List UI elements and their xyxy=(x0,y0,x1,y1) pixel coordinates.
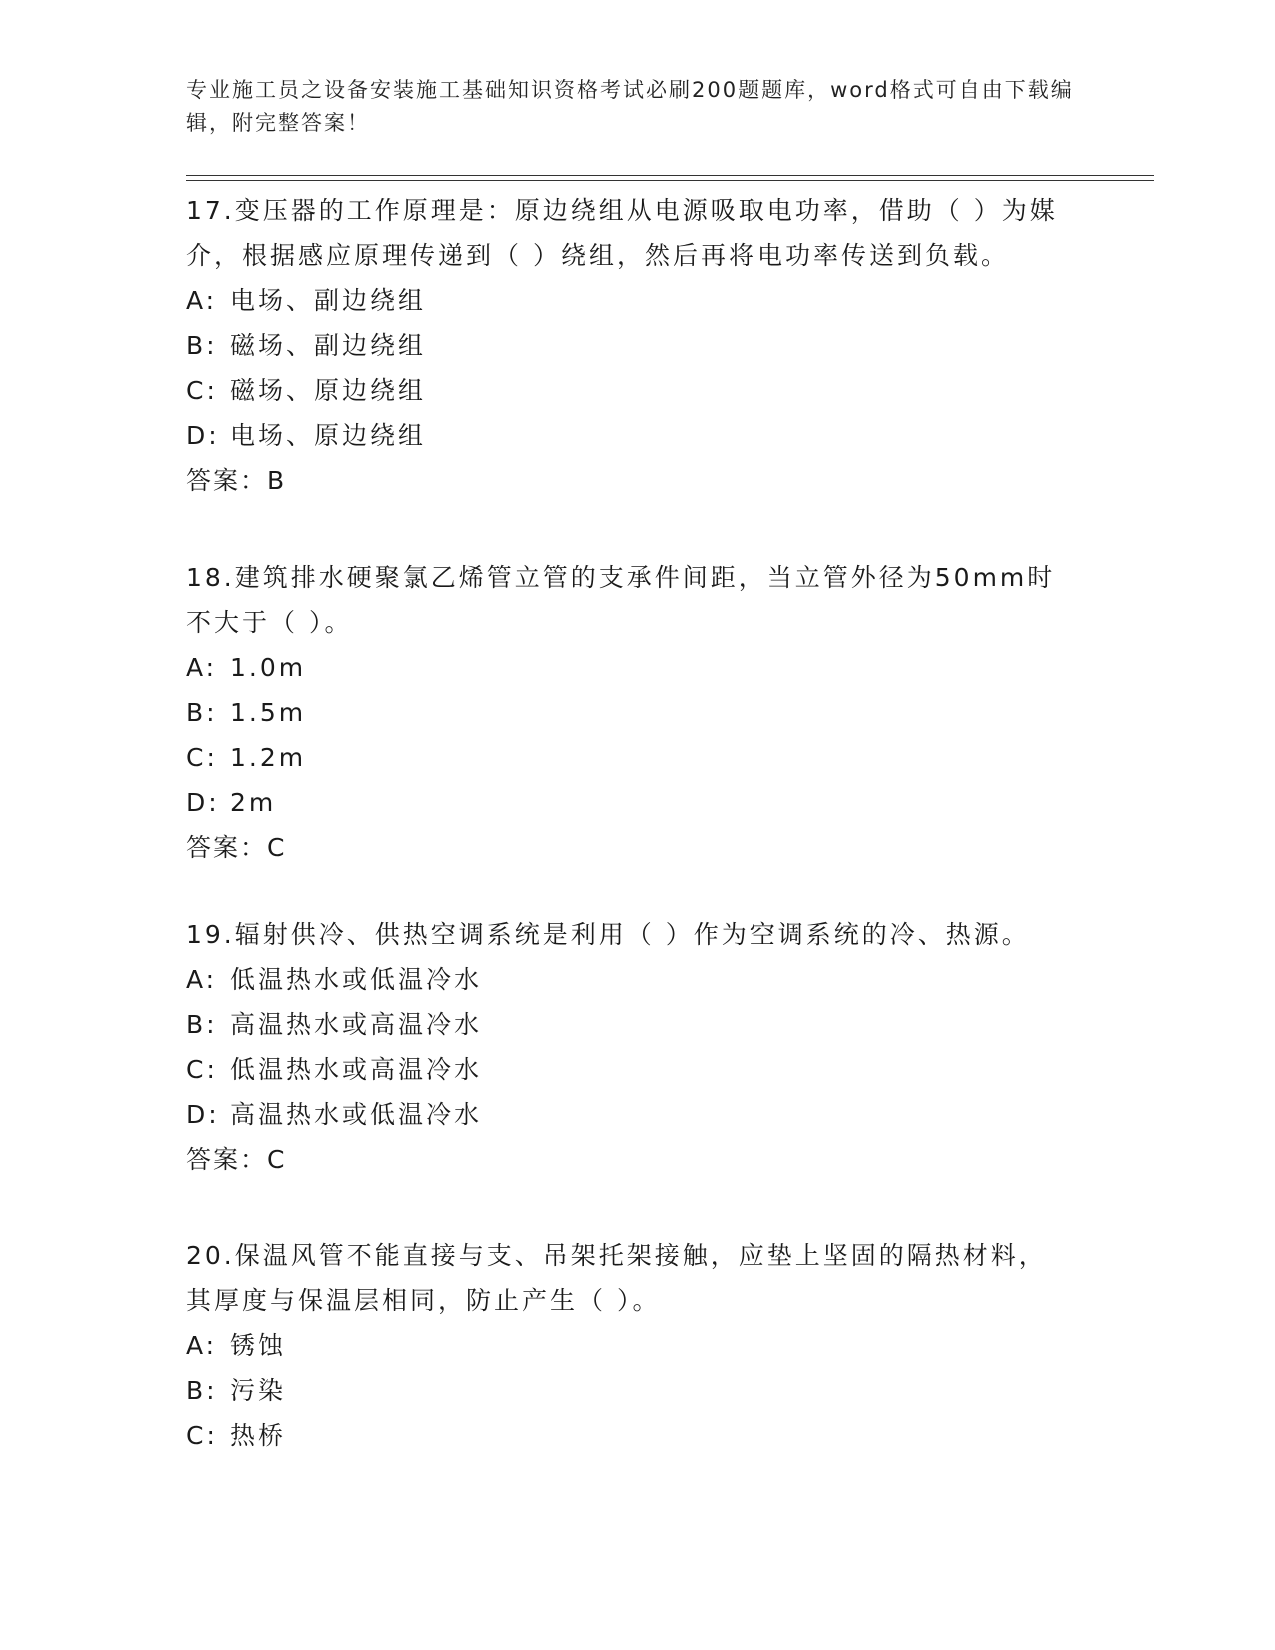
option-text: 磁场、原边绕组 xyxy=(230,376,427,405)
option-b xyxy=(186,690,1066,735)
option-key: B: xyxy=(186,1376,218,1405)
option-text: 1.5m xyxy=(230,698,307,727)
option-b xyxy=(186,1368,1066,1413)
option-c xyxy=(186,735,1066,780)
option-key: A: xyxy=(186,286,218,315)
option-text: 电场、原边绕组 xyxy=(230,421,427,450)
question-17 xyxy=(186,188,1066,503)
option-text: 磁场、副边绕组 xyxy=(230,331,427,360)
option-text: 污染 xyxy=(230,1376,287,1405)
option-key: C: xyxy=(186,376,218,405)
option-d xyxy=(186,1092,1066,1137)
option-key: C: xyxy=(186,1421,218,1450)
option-key: C: xyxy=(186,743,218,772)
option-b xyxy=(186,1002,1066,1047)
option-d xyxy=(186,780,1066,825)
answer-line: 答案：C xyxy=(186,833,287,862)
option-a xyxy=(186,278,1066,323)
option-text: 高温热水或高温冷水 xyxy=(230,1010,483,1039)
option-key: A: xyxy=(186,1331,218,1360)
option-key: A: xyxy=(186,653,218,682)
option-key: A: xyxy=(186,965,218,994)
question-18 xyxy=(186,555,1066,870)
option-key: B: xyxy=(186,698,218,727)
option-text: 低温热水或高温冷水 xyxy=(230,1055,483,1084)
option-a xyxy=(186,1323,1066,1368)
option-text: 1.0m xyxy=(230,653,307,682)
option-key: C: xyxy=(186,1055,218,1084)
question-stem: 19.辐射供冷、供热空调系统是利用（ ）作为空调系统的冷、热源。 xyxy=(186,920,1030,949)
option-text: 热桥 xyxy=(230,1421,287,1450)
option-key: D: xyxy=(186,788,220,817)
answer-line: 答案：C xyxy=(186,1145,287,1174)
document-header: 专业施工员之设备安装施工基础知识资格考试必刷200题题库，word格式可自由下载编辑，附完整答案！ xyxy=(186,78,1074,135)
option-text: 高温热水或低温冷水 xyxy=(230,1100,483,1129)
answer-line: 答案：B xyxy=(186,466,287,495)
header-divider-bottom xyxy=(186,180,1154,181)
question-stem: 17.变压器的工作原理是：原边绕组从电源吸取电功率，借助（ ）为媒介，根据感应原理传递到（ ）绕组，然后再将电功率传送到负载。 xyxy=(186,196,1058,270)
option-c xyxy=(186,1413,1066,1458)
option-b xyxy=(186,323,1066,368)
option-key: B: xyxy=(186,331,218,360)
header-divider-top xyxy=(186,175,1154,176)
option-key: D: xyxy=(186,421,220,450)
option-text: 电场、副边绕组 xyxy=(230,286,427,315)
option-text: 锈蚀 xyxy=(230,1331,287,1360)
option-c xyxy=(186,368,1066,413)
option-key: D: xyxy=(186,1100,220,1129)
option-a xyxy=(186,957,1066,1002)
option-text: 2m xyxy=(230,788,277,817)
question-stem: 20.保温风管不能直接与支、吊架托架接触，应垫上坚固的隔热材料，其厚度与保温层相同，防止产生（ ）。 xyxy=(186,1241,1047,1315)
option-a xyxy=(186,645,1066,690)
question-19 xyxy=(186,912,1066,1182)
option-text: 1.2m xyxy=(230,743,307,772)
option-c xyxy=(186,1047,1066,1092)
question-stem: 18.建筑排水硬聚氯乙烯管立管的支承件间距，当立管外径为50mm时不大于（ ）。 xyxy=(186,563,1056,637)
option-text: 低温热水或低温冷水 xyxy=(230,965,483,994)
option-d xyxy=(186,413,1066,458)
question-20 xyxy=(186,1233,1066,1458)
option-key: B: xyxy=(186,1010,218,1039)
